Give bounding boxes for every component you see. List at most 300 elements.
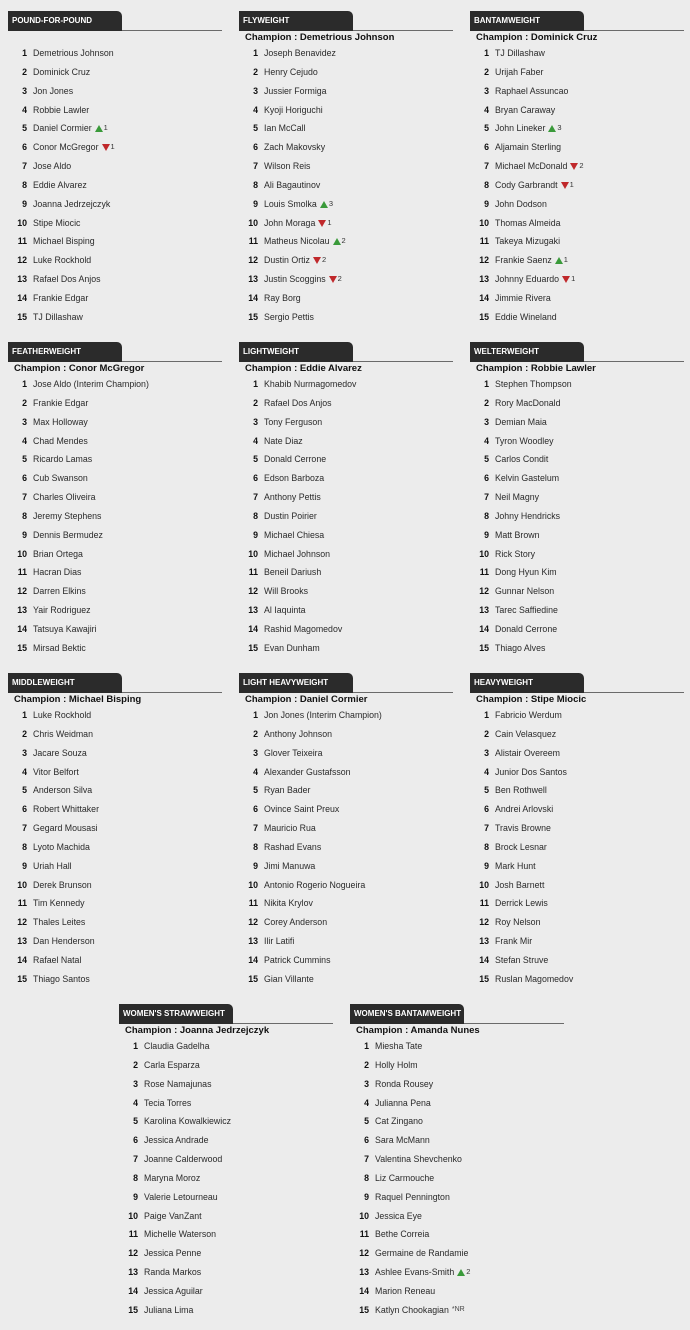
division-champion[interactable]: Champion : Robbie Lawler xyxy=(476,363,596,374)
ranking-row[interactable] xyxy=(8,932,222,951)
ranking-row[interactable] xyxy=(470,725,684,744)
fighter-name[interactable]: Matt Brown xyxy=(495,529,540,540)
division-title[interactable]: FLYWEIGHT xyxy=(239,11,353,31)
fighter-name[interactable]: Thiago Alves xyxy=(495,642,546,653)
ranking-row[interactable] xyxy=(8,270,222,289)
fighter-name[interactable]: Jessica Penne xyxy=(144,1248,202,1259)
ranking-row[interactable] xyxy=(350,1301,564,1320)
division-champion[interactable]: Champion : Joanna Jedrzejczyk xyxy=(125,1025,270,1036)
fighter-name[interactable]: Yair Rodriguez xyxy=(33,605,91,616)
division-champion[interactable]: Champion : Dominick Cruz xyxy=(476,32,598,43)
fighter-name[interactable]: Eddie Alvarez xyxy=(33,179,87,190)
ranking-row[interactable] xyxy=(8,601,222,620)
ranking-row[interactable] xyxy=(350,1263,564,1282)
ranking-row[interactable] xyxy=(239,932,453,951)
ranking-row[interactable] xyxy=(8,251,222,270)
fighter-name[interactable]: Luke Rockhold xyxy=(33,255,92,266)
fighter-name[interactable]: Vitor Belfort xyxy=(33,766,79,777)
ranking-row[interactable] xyxy=(470,251,684,270)
ranking-row[interactable] xyxy=(470,63,684,82)
division-title[interactable]: MIDDLEWEIGHT xyxy=(8,673,122,693)
ranking-row[interactable] xyxy=(119,1225,333,1244)
fighter-name[interactable]: Ruslan Magomedov xyxy=(495,973,574,984)
ranking-row[interactable] xyxy=(8,563,222,582)
fighter-name[interactable]: Claudia Gadelha xyxy=(144,1041,210,1051)
division-champion[interactable]: Champion : Daniel Cormier xyxy=(245,694,368,705)
fighter-name[interactable]: Sara McMann xyxy=(375,1135,430,1146)
fighter-name[interactable]: Tim Kennedy xyxy=(33,898,85,909)
ranking-row[interactable] xyxy=(119,1244,333,1263)
ranking-row[interactable] xyxy=(239,744,453,763)
ranking-row[interactable] xyxy=(239,450,453,469)
fighter-name[interactable]: Germaine de Randamie xyxy=(375,1248,469,1259)
ranking-row[interactable] xyxy=(239,706,453,725)
ranking-row[interactable] xyxy=(8,857,222,876)
ranking-row[interactable] xyxy=(119,1263,333,1282)
division-champion[interactable]: Champion : Michael Bisping xyxy=(14,694,142,705)
fighter-name[interactable]: Cody Garbrandt xyxy=(495,179,558,190)
ranking-row[interactable] xyxy=(8,970,222,989)
ranking-row[interactable] xyxy=(239,138,453,157)
fighter-name[interactable]: Wilson Reis xyxy=(264,161,311,172)
fighter-name[interactable]: Demetrious Johnson xyxy=(33,48,114,58)
ranking-row[interactable] xyxy=(239,214,453,233)
fighter-name[interactable]: Dustin Ortiz xyxy=(264,255,310,266)
ranking-row[interactable] xyxy=(470,819,684,838)
fighter-name[interactable]: Miesha Tate xyxy=(375,1041,423,1051)
fighter-name[interactable]: Ricardo Lamas xyxy=(33,454,93,465)
ranking-row[interactable] xyxy=(350,1225,564,1244)
ranking-row[interactable] xyxy=(239,101,453,120)
ranking-row[interactable] xyxy=(8,394,222,413)
fighter-name[interactable]: Jessica Eye xyxy=(375,1210,422,1221)
ranking-row[interactable] xyxy=(8,763,222,782)
fighter-name[interactable]: Frankie Edgar xyxy=(33,397,89,408)
fighter-name[interactable]: John Moraga xyxy=(264,217,316,228)
division-title[interactable]: WOMEN'S BANTAMWEIGHT xyxy=(350,1004,464,1024)
fighter-name[interactable]: Tecia Torres xyxy=(144,1097,192,1108)
ranking-row[interactable] xyxy=(470,119,684,138)
fighter-name[interactable]: Alistair Overeem xyxy=(495,747,561,758)
fighter-name[interactable]: Dominick Cruz xyxy=(33,66,91,77)
ranking-row[interactable] xyxy=(239,545,453,564)
ranking-row[interactable] xyxy=(470,82,684,101)
fighter-name[interactable]: Sergio Pettis xyxy=(264,311,314,322)
fighter-name[interactable]: TJ Dillashaw xyxy=(495,48,545,58)
fighter-name[interactable]: Stefan Struve xyxy=(495,954,549,965)
fighter-name[interactable]: Ray Borg xyxy=(264,292,301,303)
ranking-row[interactable] xyxy=(470,857,684,876)
ranking-row[interactable] xyxy=(470,601,684,620)
fighter-name[interactable]: Rory MacDonald xyxy=(495,397,561,408)
fighter-name[interactable]: Eddie Wineland xyxy=(495,311,557,322)
fighter-name[interactable]: Joanna Jedrzejczyk xyxy=(33,198,111,209)
fighter-name[interactable]: Donald Cerrone xyxy=(264,454,327,465)
ranking-row[interactable] xyxy=(470,157,684,176)
ranking-row[interactable] xyxy=(239,876,453,895)
ranking-row[interactable] xyxy=(470,176,684,195)
fighter-name[interactable]: Hacran Dias xyxy=(33,567,82,578)
fighter-name[interactable]: Jussier Formiga xyxy=(264,85,327,96)
fighter-name[interactable]: Bethe Correia xyxy=(375,1229,430,1240)
ranking-row[interactable] xyxy=(239,763,453,782)
fighter-name[interactable]: Justin Scoggins xyxy=(264,274,326,285)
fighter-name[interactable]: Jacare Souza xyxy=(33,747,87,758)
ranking-row[interactable] xyxy=(8,63,222,82)
fighter-name[interactable]: Ovince Saint Preux xyxy=(264,804,340,815)
ranking-row[interactable] xyxy=(8,894,222,913)
fighter-name[interactable]: Demian Maia xyxy=(495,416,547,427)
ranking-row[interactable] xyxy=(470,394,684,413)
fighter-name[interactable]: Nate Diaz xyxy=(264,435,303,446)
fighter-name[interactable]: Tony Ferguson xyxy=(264,416,323,427)
ranking-row[interactable] xyxy=(8,838,222,857)
ranking-row[interactable] xyxy=(239,375,453,394)
fighter-name[interactable]: Valentina Shevchenko xyxy=(375,1154,462,1165)
ranking-row[interactable] xyxy=(470,270,684,289)
ranking-row[interactable] xyxy=(119,1169,333,1188)
ranking-row[interactable] xyxy=(470,894,684,913)
fighter-name[interactable]: Rashad Evans xyxy=(264,841,322,852)
ranking-row[interactable] xyxy=(470,800,684,819)
ranking-row[interactable] xyxy=(470,195,684,214)
ranking-row[interactable] xyxy=(470,413,684,432)
ranking-row[interactable] xyxy=(470,781,684,800)
fighter-name[interactable]: Andrei Arlovski xyxy=(495,804,554,815)
ranking-row[interactable] xyxy=(239,289,453,308)
fighter-name[interactable]: Thiago Santos xyxy=(33,973,90,984)
fighter-name[interactable]: Cain Velasquez xyxy=(495,728,557,739)
fighter-name[interactable]: Al Iaquinta xyxy=(264,605,306,616)
ranking-row[interactable] xyxy=(239,157,453,176)
fighter-name[interactable]: Conor McGregor xyxy=(33,142,99,153)
ranking-row[interactable] xyxy=(350,1207,564,1226)
fighter-name[interactable]: Luke Rockhold xyxy=(33,710,92,720)
ranking-row[interactable] xyxy=(8,432,222,451)
fighter-name[interactable]: Rose Namajunas xyxy=(144,1078,212,1089)
fighter-name[interactable]: Jimi Manuwa xyxy=(264,860,316,871)
ranking-row[interactable] xyxy=(239,582,453,601)
fighter-name[interactable]: Beneil Dariush xyxy=(264,567,322,578)
division-title[interactable]: LIGHTWEIGHT xyxy=(239,342,353,362)
fighter-name[interactable]: Evan Dunham xyxy=(264,642,320,653)
ranking-row[interactable] xyxy=(350,1056,564,1075)
fighter-name[interactable]: Aljamain Sterling xyxy=(495,142,562,153)
ranking-row[interactable] xyxy=(239,781,453,800)
fighter-name[interactable]: Kelvin Gastelum xyxy=(495,473,560,484)
ranking-row[interactable] xyxy=(239,232,453,251)
fighter-name[interactable]: Brock Lesnar xyxy=(495,841,547,852)
ranking-row[interactable] xyxy=(470,214,684,233)
fighter-name[interactable]: Corey Anderson xyxy=(264,917,328,928)
division-title[interactable]: BANTAMWEIGHT xyxy=(470,11,584,31)
ranking-row[interactable] xyxy=(8,44,222,63)
ranking-row[interactable] xyxy=(239,176,453,195)
fighter-name[interactable]: Chris Weidman xyxy=(33,728,93,739)
fighter-name[interactable]: Tarec Saffiedine xyxy=(495,605,558,616)
fighter-name[interactable]: Zach Makovsky xyxy=(264,142,326,153)
ranking-row[interactable] xyxy=(470,620,684,639)
ranking-row[interactable] xyxy=(8,744,222,763)
fighter-name[interactable]: Khabib Nurmagomedov xyxy=(264,379,357,389)
ranking-row[interactable] xyxy=(8,545,222,564)
division-title[interactable]: WOMEN'S STRAWWEIGHT xyxy=(119,1004,233,1024)
division-champion[interactable]: Champion : Stipe Miocic xyxy=(476,694,587,705)
ranking-row[interactable] xyxy=(470,44,684,63)
ranking-row[interactable] xyxy=(119,1056,333,1075)
ranking-row[interactable] xyxy=(239,620,453,639)
fighter-name[interactable]: Thales Leites xyxy=(33,917,86,928)
fighter-name[interactable]: Johnny Eduardo xyxy=(495,274,560,285)
ranking-row[interactable] xyxy=(119,1131,333,1150)
fighter-name[interactable]: Frankie Edgar xyxy=(33,292,89,303)
fighter-name[interactable]: Maryna Moroz xyxy=(144,1172,201,1183)
ranking-row[interactable] xyxy=(470,744,684,763)
ranking-row[interactable] xyxy=(470,639,684,658)
ranking-row[interactable] xyxy=(239,251,453,270)
fighter-name[interactable]: Rafael Dos Anjos xyxy=(33,274,101,285)
fighter-name[interactable]: Tatsuya Kawajiri xyxy=(33,623,97,634)
fighter-name[interactable]: Anthony Johnson xyxy=(264,728,332,739)
fighter-name[interactable]: Dan Henderson xyxy=(33,936,95,947)
fighter-name[interactable]: Roy Nelson xyxy=(495,917,541,928)
fighter-name[interactable]: Johny Hendricks xyxy=(495,510,561,521)
fighter-name[interactable]: John Lineker xyxy=(495,123,546,134)
ranking-row[interactable] xyxy=(470,469,684,488)
ranking-row[interactable] xyxy=(8,639,222,658)
fighter-name[interactable]: Jessica Aguilar xyxy=(144,1285,203,1296)
fighter-name[interactable]: Jimmie Rivera xyxy=(495,292,551,303)
fighter-name[interactable]: Karolina Kowalkiewicz xyxy=(144,1116,232,1127)
ranking-row[interactable] xyxy=(8,507,222,526)
ranking-row[interactable] xyxy=(239,413,453,432)
division-champion[interactable]: Champion : Amanda Nunes xyxy=(356,1025,480,1036)
fighter-name[interactable]: Julianna Pena xyxy=(375,1097,431,1108)
fighter-name[interactable]: Dustin Poirier xyxy=(264,510,317,521)
fighter-name[interactable]: Mark Hunt xyxy=(495,860,536,871)
division-title[interactable]: WELTERWEIGHT xyxy=(470,342,584,362)
ranking-row[interactable] xyxy=(470,101,684,120)
ranking-row[interactable] xyxy=(350,1112,564,1131)
ranking-row[interactable] xyxy=(239,507,453,526)
division-title[interactable]: FEATHERWEIGHT xyxy=(8,342,122,362)
fighter-name[interactable]: Ian McCall xyxy=(264,123,306,134)
fighter-name[interactable]: Liz Carmouche xyxy=(375,1172,435,1183)
fighter-name[interactable]: Anderson Silva xyxy=(33,785,93,796)
ranking-row[interactable] xyxy=(8,82,222,101)
fighter-name[interactable]: Michael McDonald xyxy=(495,161,568,172)
fighter-name[interactable]: Darren Elkins xyxy=(33,586,86,597)
ranking-row[interactable] xyxy=(119,1301,333,1320)
fighter-name[interactable]: Nikita Krylov xyxy=(264,898,313,909)
fighter-name[interactable]: Ashlee Evans-Smith xyxy=(375,1267,455,1278)
fighter-name[interactable]: Katlyn Chookagian xyxy=(375,1304,449,1315)
fighter-name[interactable]: Urijah Faber xyxy=(495,66,544,77)
ranking-row[interactable] xyxy=(470,876,684,895)
ranking-row[interactable] xyxy=(239,951,453,970)
ranking-row[interactable] xyxy=(350,1282,564,1301)
ranking-row[interactable] xyxy=(8,781,222,800)
fighter-name[interactable]: Glover Teixeira xyxy=(264,747,323,758)
ranking-row[interactable] xyxy=(350,1037,564,1056)
fighter-name[interactable]: Dennis Bermudez xyxy=(33,529,103,540)
fighter-name[interactable]: Max Holloway xyxy=(33,416,88,427)
ranking-row[interactable] xyxy=(470,706,684,725)
fighter-name[interactable]: Joseph Benavidez xyxy=(264,48,336,58)
fighter-name[interactable]: Rafael Dos Anjos xyxy=(264,397,332,408)
fighter-name[interactable]: John Dodson xyxy=(495,198,547,209)
ranking-row[interactable] xyxy=(8,308,222,327)
fighter-name[interactable]: Daniel Cormier xyxy=(33,123,92,134)
fighter-name[interactable]: Will Brooks xyxy=(264,586,308,597)
fighter-name[interactable]: Tyron Woodley xyxy=(495,435,554,446)
ranking-row[interactable] xyxy=(239,563,453,582)
fighter-name[interactable]: Jose Aldo xyxy=(33,161,72,172)
fighter-name[interactable]: TJ Dillashaw xyxy=(33,311,83,322)
division-title[interactable]: LIGHT HEAVYWEIGHT xyxy=(239,673,353,693)
ranking-row[interactable] xyxy=(8,375,222,394)
ranking-row[interactable] xyxy=(8,469,222,488)
ranking-row[interactable] xyxy=(239,469,453,488)
ranking-row[interactable] xyxy=(119,1188,333,1207)
ranking-row[interactable] xyxy=(8,176,222,195)
ranking-row[interactable] xyxy=(8,582,222,601)
ranking-row[interactable] xyxy=(239,526,453,545)
fighter-name[interactable]: Mirsad Bektic xyxy=(33,642,86,653)
fighter-name[interactable]: Anthony Pettis xyxy=(264,492,321,503)
ranking-row[interactable] xyxy=(8,819,222,838)
ranking-row[interactable] xyxy=(239,394,453,413)
ranking-row[interactable] xyxy=(239,63,453,82)
fighter-name[interactable]: Brian Ortega xyxy=(33,548,83,559)
ranking-row[interactable] xyxy=(8,232,222,251)
ranking-row[interactable] xyxy=(119,1150,333,1169)
fighter-name[interactable]: Thomas Almeida xyxy=(495,217,561,228)
fighter-name[interactable]: Valerie Letourneau xyxy=(144,1191,218,1202)
ranking-row[interactable] xyxy=(8,101,222,120)
ranking-row[interactable] xyxy=(8,526,222,545)
ranking-row[interactable] xyxy=(470,582,684,601)
fighter-name[interactable]: Michael Chiesa xyxy=(264,529,325,540)
fighter-name[interactable]: Rashid Magomedov xyxy=(264,623,343,634)
fighter-name[interactable]: Lyoto Machida xyxy=(33,841,90,852)
fighter-name[interactable]: Carlos Condit xyxy=(495,454,549,465)
ranking-row[interactable] xyxy=(8,725,222,744)
fighter-name[interactable]: Rafael Natal xyxy=(33,954,82,965)
division-champion[interactable]: Champion : Eddie Alvarez xyxy=(245,363,362,374)
fighter-name[interactable]: Kyoji Horiguchi xyxy=(264,104,323,115)
ranking-row[interactable] xyxy=(470,763,684,782)
ranking-row[interactable] xyxy=(470,507,684,526)
fighter-name[interactable]: Gunnar Nelson xyxy=(495,586,555,597)
ranking-row[interactable] xyxy=(470,970,684,989)
fighter-name[interactable]: Chad Mendes xyxy=(33,435,88,446)
fighter-name[interactable]: Neil Magny xyxy=(495,492,540,503)
ranking-row[interactable] xyxy=(239,639,453,658)
fighter-name[interactable]: Stipe Miocic xyxy=(33,217,81,228)
ranking-row[interactable] xyxy=(119,1112,333,1131)
fighter-name[interactable]: Ali Bagautinov xyxy=(264,179,321,190)
ranking-row[interactable] xyxy=(470,138,684,157)
ranking-row[interactable] xyxy=(8,706,222,725)
ranking-row[interactable] xyxy=(470,488,684,507)
fighter-name[interactable]: Donald Cerrone xyxy=(495,623,558,634)
fighter-name[interactable]: Robbie Lawler xyxy=(33,104,90,115)
fighter-name[interactable]: Uriah Hall xyxy=(33,860,72,871)
fighter-name[interactable]: Jon Jones (Interim Champion) xyxy=(264,710,382,720)
ranking-row[interactable] xyxy=(8,138,222,157)
fighter-name[interactable]: Jose Aldo (Interim Champion) xyxy=(33,379,149,389)
ranking-row[interactable] xyxy=(8,450,222,469)
ranking-row[interactable] xyxy=(470,932,684,951)
ranking-row[interactable] xyxy=(470,450,684,469)
fighter-name[interactable]: Carla Esparza xyxy=(144,1059,200,1070)
fighter-name[interactable]: Junior Dos Santos xyxy=(495,766,567,777)
fighter-name[interactable]: Alexander Gustafsson xyxy=(264,766,351,777)
ranking-row[interactable] xyxy=(239,119,453,138)
fighter-name[interactable]: Takeya Mizugaki xyxy=(495,236,561,247)
ranking-row[interactable] xyxy=(470,289,684,308)
ranking-row[interactable] xyxy=(8,195,222,214)
fighter-name[interactable]: Marion Reneau xyxy=(375,1285,436,1296)
ranking-row[interactable] xyxy=(239,894,453,913)
fighter-name[interactable]: Bryan Caraway xyxy=(495,104,556,115)
ranking-row[interactable] xyxy=(470,308,684,327)
division-title[interactable]: POUND-FOR-POUND xyxy=(8,11,122,31)
ranking-row[interactable] xyxy=(239,725,453,744)
fighter-name[interactable]: Gegard Mousasi xyxy=(33,823,98,834)
fighter-name[interactable]: Travis Browne xyxy=(495,823,551,834)
ranking-row[interactable] xyxy=(350,1075,564,1094)
ranking-row[interactable] xyxy=(470,526,684,545)
ranking-row[interactable] xyxy=(8,876,222,895)
fighter-name[interactable]: Jeremy Stephens xyxy=(33,510,102,521)
ranking-row[interactable] xyxy=(350,1094,564,1113)
ranking-row[interactable] xyxy=(350,1131,564,1150)
ranking-row[interactable] xyxy=(239,819,453,838)
ranking-row[interactable] xyxy=(239,308,453,327)
fighter-name[interactable]: Michael Bisping xyxy=(33,236,95,247)
fighter-name[interactable]: Edson Barboza xyxy=(264,473,325,484)
ranking-row[interactable] xyxy=(470,913,684,932)
ranking-row[interactable] xyxy=(119,1282,333,1301)
fighter-name[interactable]: Randa Markos xyxy=(144,1267,202,1278)
fighter-name[interactable]: Dong Hyun Kim xyxy=(495,567,557,578)
ranking-row[interactable] xyxy=(239,601,453,620)
fighter-name[interactable]: Cub Swanson xyxy=(33,473,88,484)
ranking-row[interactable] xyxy=(8,214,222,233)
fighter-name[interactable]: Louis Smolka xyxy=(264,198,317,209)
ranking-row[interactable] xyxy=(350,1169,564,1188)
ranking-row[interactable] xyxy=(119,1094,333,1113)
ranking-row[interactable] xyxy=(470,232,684,251)
ranking-row[interactable] xyxy=(8,913,222,932)
ranking-row[interactable] xyxy=(8,157,222,176)
ranking-row[interactable] xyxy=(8,620,222,639)
ranking-row[interactable] xyxy=(239,970,453,989)
fighter-name[interactable]: Mauricio Rua xyxy=(264,823,316,834)
fighter-name[interactable]: Juliana Lima xyxy=(144,1304,194,1315)
ranking-row[interactable] xyxy=(119,1075,333,1094)
fighter-name[interactable]: Ilir Latifi xyxy=(264,936,295,947)
fighter-name[interactable]: Derrick Lewis xyxy=(495,898,548,909)
ranking-row[interactable] xyxy=(350,1244,564,1263)
fighter-name[interactable]: Ben Rothwell xyxy=(495,785,547,796)
ranking-row[interactable] xyxy=(8,289,222,308)
ranking-row[interactable] xyxy=(8,119,222,138)
fighter-name[interactable]: Henry Cejudo xyxy=(264,66,318,77)
ranking-row[interactable] xyxy=(239,800,453,819)
